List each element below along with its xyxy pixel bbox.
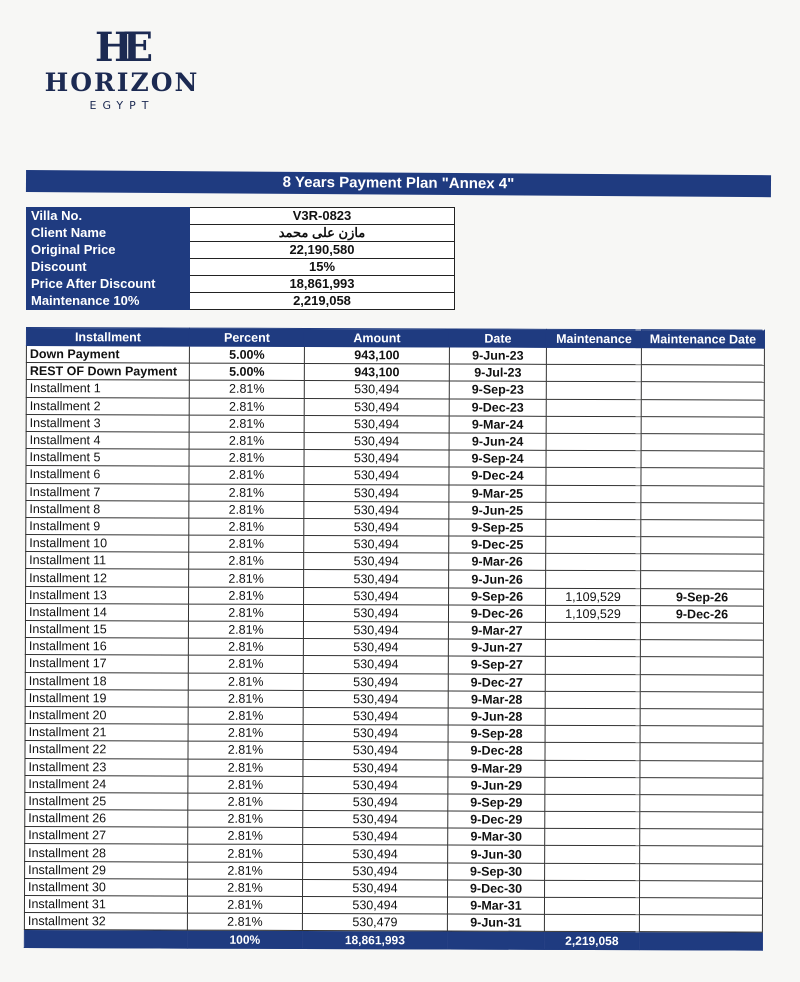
date-cell: 9-Sep-23 xyxy=(449,381,546,399)
col-header-date: Date xyxy=(449,329,546,347)
table-row xyxy=(26,363,764,383)
maintenance-date-cell xyxy=(641,485,764,503)
installment-name: Installment 5 xyxy=(26,449,189,467)
percent-cell: 2.81% xyxy=(188,655,303,673)
maintenance-date-cell xyxy=(640,726,763,744)
date-cell: 9-Jun-28 xyxy=(448,708,545,726)
date-cell: 9-Mar-25 xyxy=(449,484,546,502)
amount-cell: 530,494 xyxy=(304,415,449,433)
date-cell: 9-Mar-30 xyxy=(448,828,545,846)
percent-cell: 2.81% xyxy=(188,707,303,725)
installment-name: Installment 7 xyxy=(26,483,189,501)
totals-row xyxy=(24,930,762,951)
maintenance-cell xyxy=(546,536,641,554)
maintenance-date-cell xyxy=(640,812,763,830)
installment-name: Installment 17 xyxy=(25,655,188,673)
maintenance-cell xyxy=(546,519,641,537)
col-header-amount: Amount xyxy=(304,328,449,347)
col-header-percent: Percent xyxy=(189,328,304,346)
maintenance-cell xyxy=(546,450,641,468)
info-row xyxy=(27,259,455,276)
maintenance-cell xyxy=(545,725,640,743)
maintenance-date-cell xyxy=(641,348,764,366)
maintenance-date-cell xyxy=(640,709,763,727)
maintenance-cell xyxy=(546,571,641,589)
date-cell: 9-Sep-28 xyxy=(448,725,545,743)
installment-name: REST OF Down Payment xyxy=(26,363,189,381)
maintenance-cell xyxy=(546,502,641,520)
maintenance-date-cell xyxy=(640,623,763,641)
info-value: V3R-0823 xyxy=(190,208,455,225)
installment-name: Installment 22 xyxy=(25,741,188,759)
date-cell: 9-Dec-26 xyxy=(448,605,545,623)
installment-name: Installment 19 xyxy=(25,689,188,707)
maintenance-cell xyxy=(545,777,640,795)
percent-cell: 2.81% xyxy=(188,673,303,691)
col-header-maintenance-date: Maintenance Date xyxy=(641,330,764,348)
totals-maint-date-blank xyxy=(639,932,762,950)
installment-name: Installment 29 xyxy=(25,861,188,879)
percent-cell: 2.81% xyxy=(188,741,303,759)
info-label: Villa No. xyxy=(27,208,190,225)
maintenance-cell xyxy=(546,433,641,451)
maintenance-date-cell xyxy=(640,640,763,658)
amount-cell: 530,494 xyxy=(304,450,449,468)
maintenance-date-cell xyxy=(641,554,764,572)
maintenance-date-cell: 9-Dec-26 xyxy=(640,605,763,623)
installment-name: Installment 13 xyxy=(26,586,189,604)
maintenance-date-cell: 9-Sep-26 xyxy=(641,588,764,606)
info-value: مازن على محمد xyxy=(190,225,455,242)
date-cell: 9-Jun-27 xyxy=(448,639,545,657)
date-cell: 9-Dec-28 xyxy=(448,742,545,760)
maintenance-cell xyxy=(545,829,640,847)
amount-cell: 530,494 xyxy=(304,587,449,605)
installment-name: Installment 15 xyxy=(25,620,188,638)
maintenance-date-cell xyxy=(639,898,762,916)
percent-cell: 2.81% xyxy=(189,398,304,416)
installment-name: Installment 11 xyxy=(26,552,189,570)
maintenance-date-cell xyxy=(641,434,764,452)
percent-cell: 2.81% xyxy=(188,776,303,794)
installment-name: Installment 20 xyxy=(25,706,188,724)
installment-name: Installment 3 xyxy=(26,414,189,432)
installment-name: Installment 32 xyxy=(24,913,187,931)
amount-cell: 530,494 xyxy=(302,896,447,914)
percent-cell: 2.81% xyxy=(189,552,304,570)
amount-cell: 530,494 xyxy=(303,639,448,657)
installment-name: Installment 12 xyxy=(26,569,189,587)
maintenance-cell xyxy=(546,399,641,417)
percent-cell: 2.81% xyxy=(189,570,304,588)
installment-name: Installment 28 xyxy=(25,844,188,862)
amount-cell: 530,494 xyxy=(303,725,448,743)
info-label: Original Price xyxy=(27,242,190,259)
total-percent: 100% xyxy=(187,930,302,948)
installment-name: Installment 27 xyxy=(25,827,188,845)
installment-name: Down Payment xyxy=(26,346,189,364)
percent-cell: 2.81% xyxy=(189,380,304,398)
col-header-installment: Installment xyxy=(26,328,189,347)
maintenance-cell: 1,109,529 xyxy=(545,605,640,623)
installment-name: Installment 21 xyxy=(25,724,188,742)
installment-name: Installment 24 xyxy=(25,775,188,793)
maintenance-date-cell xyxy=(639,915,762,933)
maintenance-cell xyxy=(545,760,640,778)
date-cell: 9-Dec-25 xyxy=(449,536,546,554)
totals-label xyxy=(24,930,187,949)
percent-cell: 2.81% xyxy=(188,638,303,656)
amount-cell: 530,494 xyxy=(303,759,448,777)
maintenance-date-cell xyxy=(640,863,763,881)
maintenance-cell xyxy=(546,416,641,434)
horizon-logo xyxy=(4,24,240,114)
date-cell: 9-Dec-27 xyxy=(448,674,545,692)
maintenance-date-cell xyxy=(641,382,764,400)
amount-cell: 530,494 xyxy=(303,621,448,639)
maintenance-date-cell xyxy=(641,571,764,589)
maintenance-date-cell xyxy=(641,451,764,469)
maintenance-cell xyxy=(546,468,641,486)
info-row xyxy=(27,242,455,259)
info-label: Price After Discount xyxy=(27,276,190,293)
amount-cell: 530,494 xyxy=(303,742,448,760)
info-label: Discount xyxy=(27,259,190,276)
info-value: 15% xyxy=(190,259,455,276)
percent-cell: 2.81% xyxy=(188,810,303,828)
maintenance-cell xyxy=(544,915,639,933)
maintenance-date-cell xyxy=(641,502,764,520)
maintenance-cell xyxy=(544,897,639,915)
maintenance-date-cell xyxy=(640,795,763,813)
date-cell: 9-Dec-23 xyxy=(449,399,546,417)
amount-cell: 530,494 xyxy=(303,776,448,794)
percent-cell: 2.81% xyxy=(189,484,304,502)
date-cell: 9-Sep-27 xyxy=(448,656,545,674)
amount-cell: 943,100 xyxy=(304,364,449,382)
amount-cell: 530,494 xyxy=(303,811,448,829)
maintenance-cell xyxy=(545,622,640,640)
maintenance-cell xyxy=(546,554,641,572)
maintenance-cell xyxy=(545,657,640,675)
amount-cell: 530,494 xyxy=(303,690,448,708)
maintenance-cell xyxy=(545,708,640,726)
installment-name: Installment 10 xyxy=(26,535,189,553)
maintenance-date-cell xyxy=(641,537,764,555)
date-cell: 9-Mar-31 xyxy=(447,897,544,915)
percent-cell: 2.81% xyxy=(188,879,303,897)
percent-cell: 2.81% xyxy=(188,690,303,708)
maintenance-cell xyxy=(545,846,640,864)
maintenance-cell xyxy=(545,674,640,692)
maintenance-cell xyxy=(546,365,641,383)
date-cell: 9-Mar-28 xyxy=(448,691,545,709)
maintenance-date-cell xyxy=(641,365,764,383)
date-cell: 9-Jun-23 xyxy=(449,347,546,365)
percent-cell: 2.81% xyxy=(189,535,304,553)
date-cell: 9-Jul-23 xyxy=(449,364,546,382)
maintenance-date-cell xyxy=(640,880,763,898)
installment-name: Installment 18 xyxy=(25,672,188,690)
percent-cell: 2.81% xyxy=(187,896,302,914)
maintenance-date-cell xyxy=(640,657,763,675)
maintenance-date-cell xyxy=(640,846,763,864)
percent-cell: 2.81% xyxy=(188,862,303,880)
maintenance-cell xyxy=(545,863,640,881)
amount-cell: 530,494 xyxy=(303,862,448,880)
date-cell: 9-Sep-24 xyxy=(449,450,546,468)
date-cell: 9-Jun-24 xyxy=(449,433,546,451)
date-cell: 9-Dec-24 xyxy=(449,467,546,485)
amount-cell: 530,494 xyxy=(303,707,448,725)
logo-mark: HE xyxy=(94,24,144,71)
date-cell: 9-Mar-26 xyxy=(449,553,546,571)
maintenance-cell xyxy=(546,485,641,503)
maintenance-date-cell xyxy=(640,777,763,795)
date-cell: 9-Jun-30 xyxy=(448,845,545,863)
maintenance-cell xyxy=(545,743,640,761)
maintenance-date-cell xyxy=(640,760,763,778)
installment-name: Installment 1 xyxy=(26,380,189,398)
col-header-maintenance: Maintenance xyxy=(546,329,641,347)
amount-cell: 530,494 xyxy=(303,879,448,897)
date-cell: 9-Jun-26 xyxy=(449,570,546,588)
percent-cell: 2.81% xyxy=(188,604,303,622)
date-cell: 9-Sep-25 xyxy=(449,519,546,537)
amount-cell: 530,494 xyxy=(304,536,449,554)
logo-brand: HORIZON xyxy=(44,68,200,97)
maintenance-cell xyxy=(545,794,640,812)
maintenance-cell xyxy=(545,691,640,709)
info-row xyxy=(27,208,455,225)
maintenance-cell: 1,109,529 xyxy=(546,588,641,606)
maintenance-cell xyxy=(545,880,640,898)
amount-cell: 530,494 xyxy=(304,398,449,416)
amount-cell: 530,494 xyxy=(303,604,448,622)
percent-cell: 2.81% xyxy=(189,415,304,433)
installment-name: Installment 31 xyxy=(24,895,187,913)
page-title: 8 Years Payment Plan "Annex 4" xyxy=(282,173,515,193)
amount-cell: 530,494 xyxy=(304,484,449,502)
totals-date-blank xyxy=(447,931,544,949)
date-cell: 9-Sep-30 xyxy=(448,863,545,881)
amount-cell: 530,494 xyxy=(303,828,448,846)
percent-cell: 2.81% xyxy=(189,466,304,484)
maintenance-cell xyxy=(545,811,640,829)
percent-cell: 2.81% xyxy=(187,913,302,931)
installment-name: Installment 23 xyxy=(25,758,188,776)
info-row xyxy=(27,293,455,310)
percent-cell: 2.81% xyxy=(188,621,303,639)
maintenance-date-cell xyxy=(640,743,763,761)
info-label: Maintenance 10% xyxy=(27,293,190,310)
amount-cell: 943,100 xyxy=(304,346,449,364)
maintenance-date-cell xyxy=(640,829,763,847)
total-maintenance: 2,219,058 xyxy=(544,932,639,950)
installment-name: Installment 26 xyxy=(25,810,188,828)
date-cell: 9-Sep-26 xyxy=(449,588,546,606)
percent-cell: 2.81% xyxy=(188,724,303,742)
villa-info-table xyxy=(26,207,455,310)
date-cell: 9-Dec-29 xyxy=(448,811,545,829)
amount-cell: 530,494 xyxy=(304,432,449,450)
date-cell: 9-Sep-29 xyxy=(448,794,545,812)
percent-cell: 2.81% xyxy=(188,793,303,811)
amount-cell: 530,494 xyxy=(303,845,448,863)
date-cell: 9-Jun-29 xyxy=(448,777,545,795)
info-value: 2,219,058 xyxy=(190,293,455,310)
percent-cell: 2.81% xyxy=(189,518,304,536)
info-label: Client Name xyxy=(27,225,190,242)
info-value: 22,190,580 xyxy=(190,242,455,259)
amount-cell: 530,494 xyxy=(304,467,449,485)
percent-cell: 5.00% xyxy=(189,363,304,381)
maintenance-cell xyxy=(545,640,640,658)
percent-cell: 2.81% xyxy=(189,432,304,450)
percent-cell: 2.81% xyxy=(189,587,304,605)
amount-cell: 530,494 xyxy=(304,570,449,588)
maintenance-date-cell xyxy=(640,691,763,709)
percent-cell: 2.81% xyxy=(188,845,303,863)
amount-cell: 530,494 xyxy=(304,381,449,399)
info-value: 18,861,993 xyxy=(190,276,455,293)
date-cell: 9-Jun-31 xyxy=(447,914,544,932)
percent-cell: 2.81% xyxy=(188,759,303,777)
percent-cell: 5.00% xyxy=(189,346,304,364)
date-cell: 9-Mar-24 xyxy=(449,416,546,434)
percent-cell: 2.81% xyxy=(189,501,304,519)
maintenance-cell xyxy=(546,382,641,400)
total-amount: 18,861,993 xyxy=(302,931,447,950)
maintenance-date-cell xyxy=(641,416,764,434)
percent-cell: 2.81% xyxy=(189,449,304,467)
installment-name: Installment 16 xyxy=(25,638,188,656)
maintenance-cell xyxy=(546,347,641,365)
info-row xyxy=(27,225,455,242)
title-banner xyxy=(26,170,771,197)
info-row xyxy=(27,276,455,293)
maintenance-date-cell xyxy=(640,674,763,692)
amount-cell: 530,494 xyxy=(304,518,449,536)
payment-plan-table xyxy=(24,327,765,951)
installment-name: Installment 14 xyxy=(25,603,188,621)
amount-cell: 530,494 xyxy=(304,501,449,519)
amount-cell: 530,494 xyxy=(304,553,449,571)
percent-cell: 2.81% xyxy=(188,827,303,845)
date-cell: 9-Dec-30 xyxy=(448,880,545,898)
date-cell: 9-Jun-25 xyxy=(449,502,546,520)
installment-name: Installment 9 xyxy=(26,517,189,535)
logo-subtitle: EGYPT xyxy=(89,99,155,112)
installment-name: Installment 8 xyxy=(26,500,189,518)
amount-cell: 530,494 xyxy=(303,793,448,811)
installment-name: Installment 2 xyxy=(26,397,189,415)
installment-name: Installment 6 xyxy=(26,466,189,484)
maintenance-date-cell xyxy=(641,520,764,538)
installment-name: Installment 30 xyxy=(25,878,188,896)
maintenance-date-cell xyxy=(641,468,764,486)
amount-cell: 530,494 xyxy=(303,673,448,691)
installment-name: Installment 25 xyxy=(25,792,188,810)
amount-cell: 530,479 xyxy=(302,914,447,932)
date-cell: 9-Mar-29 xyxy=(448,759,545,777)
maintenance-date-cell xyxy=(641,399,764,417)
amount-cell: 530,494 xyxy=(303,656,448,674)
date-cell: 9-Mar-27 xyxy=(448,622,545,640)
installment-name: Installment 4 xyxy=(26,431,189,449)
